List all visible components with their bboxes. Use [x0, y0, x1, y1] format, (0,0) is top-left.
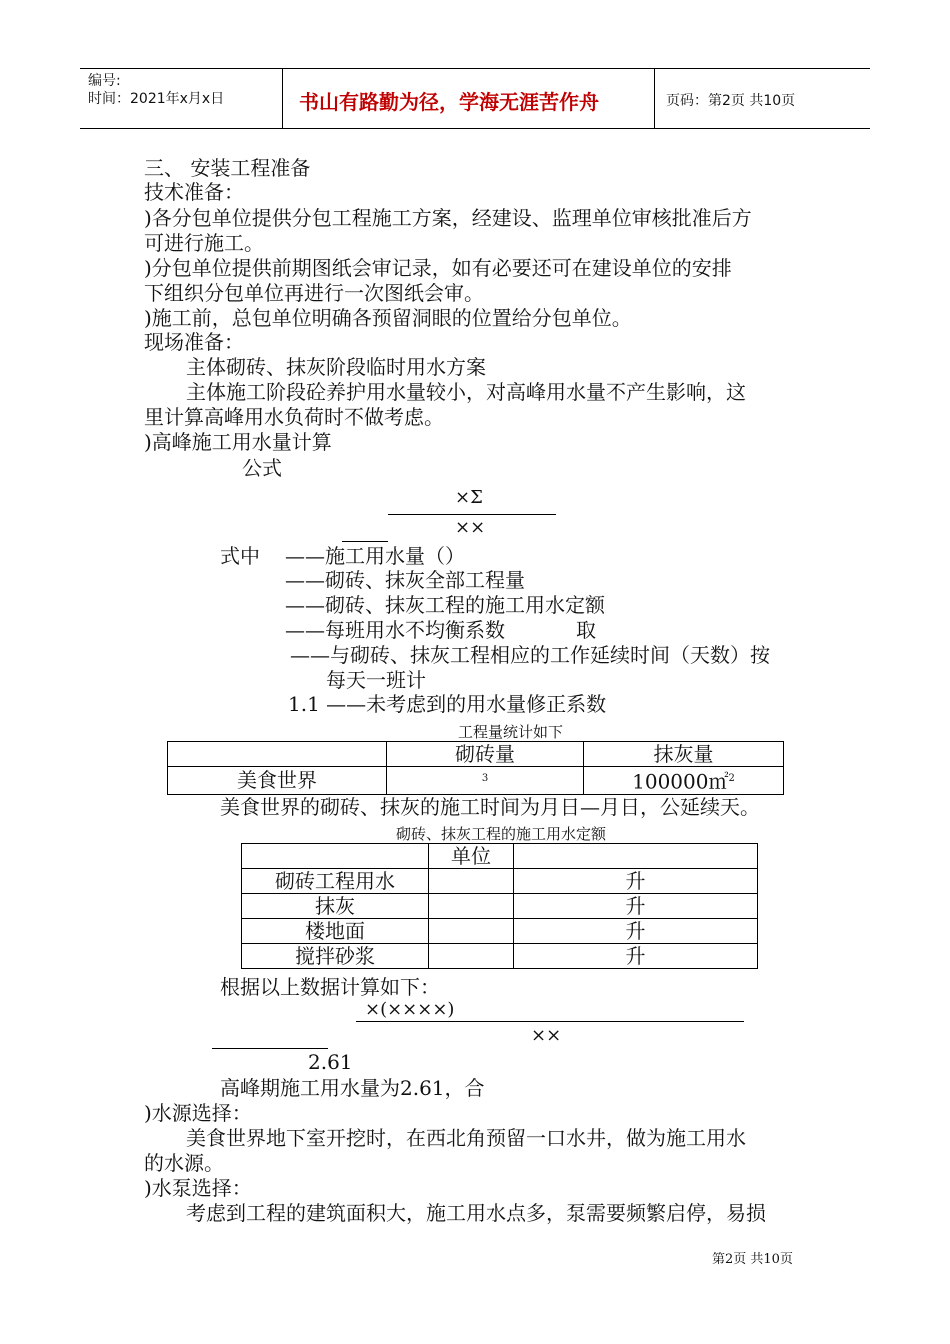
- calc-fraction-bar: [356, 1021, 744, 1022]
- table2-caption: 砌砖、抹灰工程的施工用水定额: [396, 825, 607, 843]
- header-page-label: 页码：第2页 共10页: [666, 93, 796, 109]
- section-title: 三、 安装工程准备: [144, 156, 311, 180]
- header-divider-right: [654, 68, 655, 129]
- quantity-table: [167, 741, 784, 795]
- table-header-plaster: 抹灰量: [584, 742, 784, 767]
- water-source-text: 美食世界地下室开挖时，在西北角预留一口水井，做为施工用水: [186, 1126, 746, 1150]
- water-quota-table: [241, 843, 758, 969]
- header-bottom-rule: [80, 128, 870, 129]
- table2-row-name: 搅拌砂浆: [242, 944, 429, 969]
- calc-result: 2.61: [308, 1050, 353, 1074]
- definition-5-cont: 每天一班计: [326, 668, 426, 692]
- table-row: [242, 919, 758, 944]
- definition-4: ——每班用水不均衡系数: [285, 618, 505, 642]
- where-label: 式中: [220, 544, 260, 568]
- table2-row-name: 抹灰: [242, 894, 429, 919]
- tech-item-3: )施工前，总包单位明确各预留洞眼的位置给分包单位。: [144, 306, 632, 330]
- tech-item-2: )分包单位提供前期图纸会审记录，如有必要还可在建设单位的安排: [144, 256, 732, 280]
- table2-row-unit: [429, 869, 514, 894]
- table2-row-name: 砌砖工程用水: [242, 869, 429, 894]
- table2-row-value: 升: [514, 919, 758, 944]
- table2-header-empty: [242, 844, 429, 869]
- plaster-value: 100000㎡: [632, 769, 729, 794]
- calc-intro: 根据以上数据计算如下：: [220, 975, 440, 999]
- calc-numerator: ×(××××): [365, 999, 455, 1020]
- table1-caption: 工程量统计如下: [458, 723, 564, 741]
- tech-item-2-cont: 下组织分包单位再进行一次图纸会审。: [144, 281, 484, 305]
- water-source-heading: )水源选择：: [144, 1101, 252, 1125]
- table2-row-unit: [429, 894, 514, 919]
- header-divider-left: [282, 68, 283, 129]
- table-row: [242, 844, 758, 869]
- page-footer: 第2页 共10页: [712, 1252, 793, 1267]
- formula-numerator: ×Σ: [455, 487, 483, 508]
- table-row: [242, 894, 758, 919]
- formula-underline: [342, 541, 388, 542]
- formula-denominator: ××: [455, 517, 486, 538]
- site-prep-heading: 现场准备：: [144, 330, 244, 354]
- duration-text: 美食世界的砌砖、抹灰的施工时间为月日—月日，公延续天。: [220, 795, 760, 819]
- calc-underline: [212, 1048, 328, 1049]
- water-plan-heading: 主体砌砖、抹灰阶段临时用水方案: [186, 355, 486, 379]
- table2-row-value: 升: [514, 869, 758, 894]
- table2-row-value: 升: [514, 944, 758, 969]
- definition-3: ——砌砖、抹灰工程的施工用水定额: [285, 593, 605, 617]
- definition-5: ——与砌砖、抹灰工程相应的工作延续时间（天数）按: [290, 643, 770, 667]
- paragraph-1: 主体施工阶段砼养护用水量较小，对高峰用水量不产生影响，这: [186, 380, 746, 404]
- table-cell-brick: [387, 767, 584, 795]
- table-row: [168, 767, 784, 795]
- table-cell-name: 美食世界: [168, 767, 387, 795]
- plaster-unit-sup: 2: [728, 773, 735, 784]
- table2-row-unit: [429, 919, 514, 944]
- tech-prep-heading: 技术准备：: [144, 180, 244, 204]
- table2-header-value: [514, 844, 758, 869]
- peak-calc-heading: )高峰施工用水量计算: [144, 430, 332, 454]
- tech-item-1: )各分包单位提供分包工程施工方案，经建设、监理单位审核批准后方: [144, 206, 752, 230]
- header-code-label: 编号:: [88, 73, 121, 89]
- definition-1: ——施工用水量（）: [285, 544, 465, 568]
- table-header-empty: [168, 742, 387, 767]
- header-motto: 书山有路勤为径，学海无涯苦作舟: [299, 90, 599, 114]
- table-cell-plaster: [584, 767, 784, 795]
- table2-header-unit: 单位: [429, 844, 514, 869]
- table-row: [242, 944, 758, 969]
- calc-denominator: ××: [531, 1025, 562, 1046]
- formula-label: 公式: [242, 456, 282, 480]
- table-row: [242, 869, 758, 894]
- formula-fraction-bar: [388, 514, 556, 515]
- peak-result: 高峰期施工用水量为2.61，合: [220, 1076, 485, 1100]
- pump-select-heading: )水泵选择：: [144, 1176, 252, 1200]
- paragraph-1-cont: 里计算高峰用水负荷时不做考虑。: [144, 405, 444, 429]
- definition-4-take: 取: [576, 618, 596, 642]
- table-row: [168, 742, 784, 767]
- header-top-rule: [80, 68, 870, 69]
- table2-row-value: 升: [514, 894, 758, 919]
- table-header-brick: 砌砖量: [387, 742, 584, 767]
- brick-unit-sup: 3: [481, 773, 489, 784]
- definition-2: ——砌砖、抹灰全部工程量: [285, 568, 525, 592]
- tech-item-1-cont: 可进行施工。: [144, 231, 264, 255]
- header-time-label: 时间：2021年x月x日: [88, 91, 225, 107]
- pump-select-text: 考虑到工程的建筑面积大，施工用水点多，泵需要频繁启停，易损: [186, 1201, 766, 1225]
- table2-row-unit: [429, 944, 514, 969]
- water-source-text-cont: 的水源。: [144, 1151, 224, 1175]
- table2-row-name: 楼地面: [242, 919, 429, 944]
- definition-6: 1.1 ——未考虑到的用水量修正系数: [288, 692, 607, 716]
